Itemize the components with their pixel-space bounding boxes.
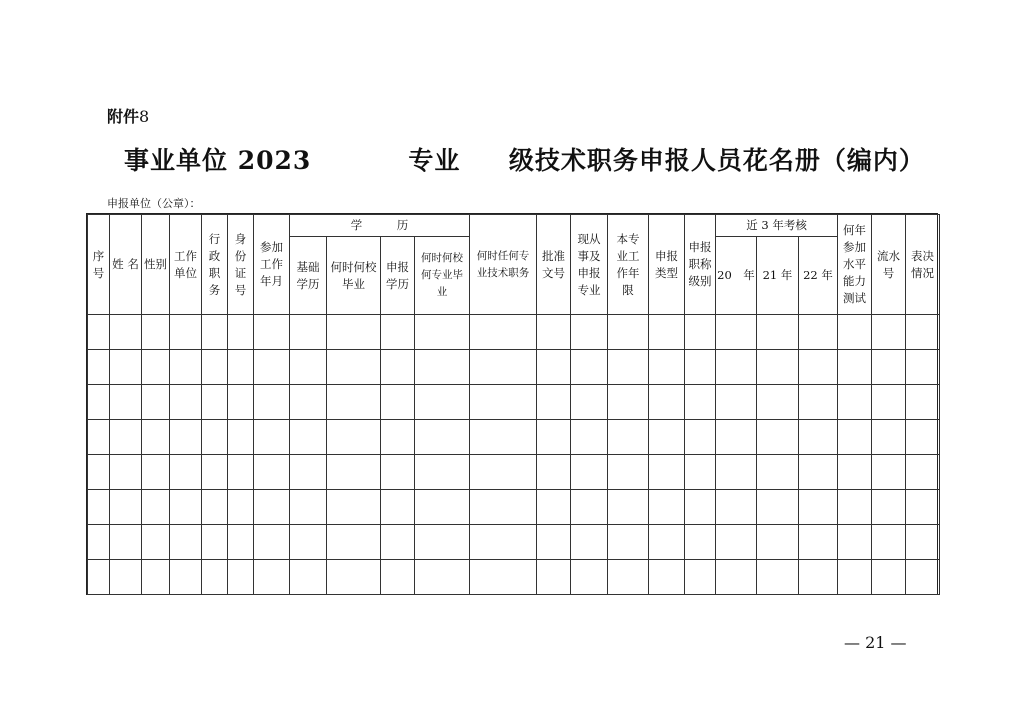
table-cell[interactable] <box>110 455 142 490</box>
table-cell[interactable] <box>381 525 415 560</box>
table-cell[interactable] <box>290 455 327 490</box>
table-cell[interactable] <box>537 490 571 525</box>
table-cell[interactable] <box>327 315 381 350</box>
table-cell[interactable] <box>415 350 470 385</box>
header-admin-post: 行 政 职 务 <box>202 215 228 315</box>
table-cell[interactable] <box>415 490 470 525</box>
table-cell[interactable] <box>415 455 470 490</box>
table-cell[interactable] <box>254 385 290 420</box>
table-cell[interactable] <box>228 315 254 350</box>
table-cell[interactable] <box>290 385 327 420</box>
table-cell[interactable] <box>906 315 940 350</box>
table-cell[interactable] <box>470 350 537 385</box>
table-cell[interactable] <box>838 490 872 525</box>
header-level-test: 何年 参加 水平 能力 测试 <box>838 215 872 315</box>
header-major-years: 本专 业工 作年 限 <box>608 215 649 315</box>
table-cell[interactable] <box>685 455 716 490</box>
table-cell[interactable] <box>799 420 838 455</box>
table-cell[interactable] <box>716 490 757 525</box>
table-cell[interactable] <box>571 420 608 455</box>
table-cell[interactable] <box>290 350 327 385</box>
table-cell[interactable] <box>571 385 608 420</box>
table-cell[interactable] <box>685 560 716 595</box>
table-cell[interactable] <box>290 420 327 455</box>
table-row <box>88 455 940 490</box>
table-cell[interactable] <box>110 350 142 385</box>
table-cell[interactable] <box>537 350 571 385</box>
header-edu-major: 何时何校 何专业毕 业 <box>415 237 470 315</box>
table-cell[interactable] <box>757 420 799 455</box>
table-cell[interactable] <box>872 350 906 385</box>
table-cell[interactable] <box>716 385 757 420</box>
table-cell[interactable] <box>685 385 716 420</box>
table-cell[interactable] <box>537 315 571 350</box>
table-cell[interactable] <box>608 420 649 455</box>
table-cell[interactable] <box>716 525 757 560</box>
table-cell[interactable] <box>110 420 142 455</box>
table-cell[interactable] <box>799 455 838 490</box>
table-cell[interactable] <box>757 490 799 525</box>
table-cell[interactable] <box>228 560 254 595</box>
table-cell[interactable] <box>537 525 571 560</box>
table-cell[interactable] <box>327 455 381 490</box>
table-row <box>88 315 940 350</box>
table-cell[interactable] <box>228 455 254 490</box>
table-cell[interactable] <box>327 350 381 385</box>
table-cell[interactable] <box>716 560 757 595</box>
table-cell[interactable] <box>571 455 608 490</box>
table-cell[interactable] <box>142 350 170 385</box>
table-cell[interactable] <box>649 560 685 595</box>
table-cell[interactable] <box>110 560 142 595</box>
table-cell[interactable] <box>799 560 838 595</box>
table-cell[interactable] <box>254 560 290 595</box>
table-cell[interactable] <box>799 315 838 350</box>
header-year-21: 21 年 <box>757 237 799 315</box>
table-cell[interactable] <box>415 420 470 455</box>
table-cell[interactable] <box>170 350 202 385</box>
table-cell[interactable] <box>649 525 685 560</box>
header-gender: 性别 <box>142 215 170 315</box>
table-cell[interactable] <box>649 350 685 385</box>
table-cell[interactable] <box>327 490 381 525</box>
table-cell[interactable] <box>381 490 415 525</box>
table-row <box>88 490 940 525</box>
table-cell[interactable] <box>381 455 415 490</box>
table-cell[interactable] <box>327 525 381 560</box>
table-cell[interactable] <box>608 490 649 525</box>
table-cell[interactable] <box>470 490 537 525</box>
table-cell[interactable] <box>142 385 170 420</box>
header-serial-no: 流水 号 <box>872 215 906 315</box>
attachment-label: 附件8 <box>107 107 150 126</box>
table-cell[interactable] <box>649 455 685 490</box>
table-cell[interactable] <box>202 315 228 350</box>
header-year-22: 22 年 <box>799 237 838 315</box>
table-cell[interactable] <box>685 420 716 455</box>
table-cell[interactable] <box>381 350 415 385</box>
table-cell[interactable] <box>110 490 142 525</box>
table-cell[interactable] <box>254 490 290 525</box>
header-current-major: 现从 事及 申报 专业 <box>571 215 608 315</box>
header-work-unit: 工作 单位 <box>170 215 202 315</box>
table-cell[interactable] <box>170 420 202 455</box>
header-year-20: 20 年 <box>716 237 757 315</box>
table-row <box>88 525 940 560</box>
table-cell[interactable] <box>906 490 940 525</box>
table-cell[interactable] <box>327 385 381 420</box>
table-cell[interactable] <box>254 420 290 455</box>
table-cell[interactable] <box>537 560 571 595</box>
table-cell[interactable] <box>415 560 470 595</box>
table-cell[interactable] <box>88 350 110 385</box>
page-number: — 21 — <box>844 633 907 652</box>
table-cell[interactable] <box>290 525 327 560</box>
table-cell[interactable] <box>649 420 685 455</box>
table-cell[interactable] <box>327 560 381 595</box>
table-cell[interactable] <box>571 560 608 595</box>
table-row <box>88 560 940 595</box>
table-cell[interactable] <box>470 315 537 350</box>
table-cell[interactable] <box>110 525 142 560</box>
table-cell[interactable] <box>381 420 415 455</box>
table-cell[interactable] <box>202 455 228 490</box>
table-cell[interactable] <box>872 455 906 490</box>
table-cell[interactable] <box>649 315 685 350</box>
table-cell[interactable] <box>838 385 872 420</box>
header-assessment: 近 3 年考核 <box>716 215 838 237</box>
table-cell[interactable] <box>872 385 906 420</box>
table-cell[interactable] <box>838 455 872 490</box>
header-seq: 序 号 <box>88 215 110 315</box>
table-cell[interactable] <box>110 315 142 350</box>
table-cell[interactable] <box>757 455 799 490</box>
table-cell[interactable] <box>415 385 470 420</box>
table-cell[interactable] <box>872 560 906 595</box>
table-cell[interactable] <box>254 350 290 385</box>
table-cell[interactable] <box>170 385 202 420</box>
table-cell[interactable] <box>88 455 110 490</box>
table-cell[interactable] <box>872 420 906 455</box>
table-cell[interactable] <box>88 385 110 420</box>
table-cell[interactable] <box>799 350 838 385</box>
table-cell[interactable] <box>537 385 571 420</box>
table-cell[interactable] <box>415 315 470 350</box>
table-cell[interactable] <box>757 315 799 350</box>
table-cell[interactable] <box>381 385 415 420</box>
header-tech-post: 何时任何专 业技术职务 <box>470 215 537 315</box>
table-cell[interactable] <box>470 525 537 560</box>
table-cell[interactable] <box>608 560 649 595</box>
table-cell[interactable] <box>838 350 872 385</box>
table-cell[interactable] <box>685 490 716 525</box>
table-cell[interactable] <box>202 560 228 595</box>
table-cell[interactable] <box>685 525 716 560</box>
table-cell[interactable] <box>88 490 110 525</box>
header-apply-type: 申报 类型 <box>649 215 685 315</box>
table-cell[interactable] <box>906 560 940 595</box>
table-cell[interactable] <box>872 490 906 525</box>
table-cell[interactable] <box>470 560 537 595</box>
table-cell[interactable] <box>290 315 327 350</box>
table-cell[interactable] <box>906 385 940 420</box>
table-row <box>88 385 940 420</box>
table-cell[interactable] <box>757 350 799 385</box>
table-cell[interactable] <box>608 455 649 490</box>
table-cell[interactable] <box>228 420 254 455</box>
header-approval-doc: 批准 文号 <box>537 215 571 315</box>
table-cell[interactable] <box>170 315 202 350</box>
table-cell[interactable] <box>608 315 649 350</box>
table-cell[interactable] <box>88 420 110 455</box>
table-row <box>88 350 940 385</box>
table-cell[interactable] <box>88 525 110 560</box>
table-cell[interactable] <box>228 490 254 525</box>
table-cell[interactable] <box>685 315 716 350</box>
table-cell[interactable] <box>571 490 608 525</box>
header-edu-when-where: 何时何校 毕业 <box>327 237 381 315</box>
table-cell[interactable] <box>228 385 254 420</box>
table-cell[interactable] <box>571 315 608 350</box>
header-vote-result: 表决 情况 <box>906 215 940 315</box>
table-cell[interactable] <box>799 385 838 420</box>
table-cell[interactable] <box>470 420 537 455</box>
table-cell[interactable] <box>608 525 649 560</box>
table-cell[interactable] <box>228 525 254 560</box>
table-cell[interactable] <box>838 525 872 560</box>
table-cell[interactable] <box>290 490 327 525</box>
table-cell[interactable] <box>838 420 872 455</box>
table-cell[interactable] <box>202 490 228 525</box>
table-cell[interactable] <box>202 385 228 420</box>
table-cell[interactable] <box>470 455 537 490</box>
table-cell[interactable] <box>170 560 202 595</box>
table-cell[interactable] <box>537 455 571 490</box>
table-cell[interactable] <box>88 315 110 350</box>
table-cell[interactable] <box>142 455 170 490</box>
table-cell[interactable] <box>415 525 470 560</box>
table-cell[interactable] <box>649 490 685 525</box>
table-cell[interactable] <box>142 420 170 455</box>
table-cell[interactable] <box>757 560 799 595</box>
table-cell[interactable] <box>838 315 872 350</box>
header-name: 姓 名 <box>110 215 142 315</box>
table-cell[interactable] <box>608 385 649 420</box>
table-cell[interactable] <box>716 315 757 350</box>
table-cell[interactable] <box>799 490 838 525</box>
table-cell[interactable] <box>470 385 537 420</box>
table-cell[interactable] <box>716 350 757 385</box>
table-cell[interactable] <box>906 525 940 560</box>
table-cell[interactable] <box>254 315 290 350</box>
table-cell[interactable] <box>571 525 608 560</box>
table-cell[interactable] <box>142 560 170 595</box>
roster-table <box>86 213 938 595</box>
table-cell[interactable] <box>381 315 415 350</box>
table-cell[interactable] <box>327 420 381 455</box>
table-cell[interactable] <box>838 560 872 595</box>
table-cell[interactable] <box>872 525 906 560</box>
table-cell[interactable] <box>571 350 608 385</box>
table-cell[interactable] <box>202 420 228 455</box>
table-cell[interactable] <box>649 385 685 420</box>
table-cell[interactable] <box>757 385 799 420</box>
table-cell[interactable] <box>872 315 906 350</box>
table-cell[interactable] <box>254 525 290 560</box>
table-cell[interactable] <box>202 525 228 560</box>
table-cell[interactable] <box>537 420 571 455</box>
table-cell[interactable] <box>685 350 716 385</box>
header-apply-level: 申报 职称 级别 <box>685 215 716 315</box>
table-cell[interactable] <box>906 420 940 455</box>
table-cell[interactable] <box>906 350 940 385</box>
table-cell[interactable] <box>142 315 170 350</box>
table-cell[interactable] <box>202 350 228 385</box>
table-cell[interactable] <box>716 420 757 455</box>
table-cell[interactable] <box>254 455 290 490</box>
header-id-number: 身 份 证 号 <box>228 215 254 315</box>
document-title: 事业单位 2023 专业 级技术职务申报人员花名册（编内） <box>124 146 925 175</box>
attachment-number: 8 <box>139 107 150 126</box>
table-cell[interactable] <box>757 525 799 560</box>
table-row <box>88 420 940 455</box>
header-join-date: 参加 工作 年月 <box>254 215 290 315</box>
table-cell[interactable] <box>290 560 327 595</box>
table-cell[interactable] <box>142 525 170 560</box>
table-cell[interactable] <box>716 455 757 490</box>
table-cell[interactable] <box>88 560 110 595</box>
table-cell[interactable] <box>228 350 254 385</box>
header-education: 学 历 <box>290 215 470 237</box>
table-cell[interactable] <box>170 455 202 490</box>
table-cell[interactable] <box>170 490 202 525</box>
table-cell[interactable] <box>799 525 838 560</box>
table-cell[interactable] <box>142 490 170 525</box>
table-cell[interactable] <box>608 350 649 385</box>
header-edu-apply: 申报 学历 <box>381 237 415 315</box>
table-cell[interactable] <box>110 385 142 420</box>
header-edu-basic: 基础 学历 <box>290 237 327 315</box>
table-cell[interactable] <box>381 560 415 595</box>
table-cell[interactable] <box>170 525 202 560</box>
table-cell[interactable] <box>906 455 940 490</box>
unit-label: 申报单位（公章）： <box>107 197 201 210</box>
